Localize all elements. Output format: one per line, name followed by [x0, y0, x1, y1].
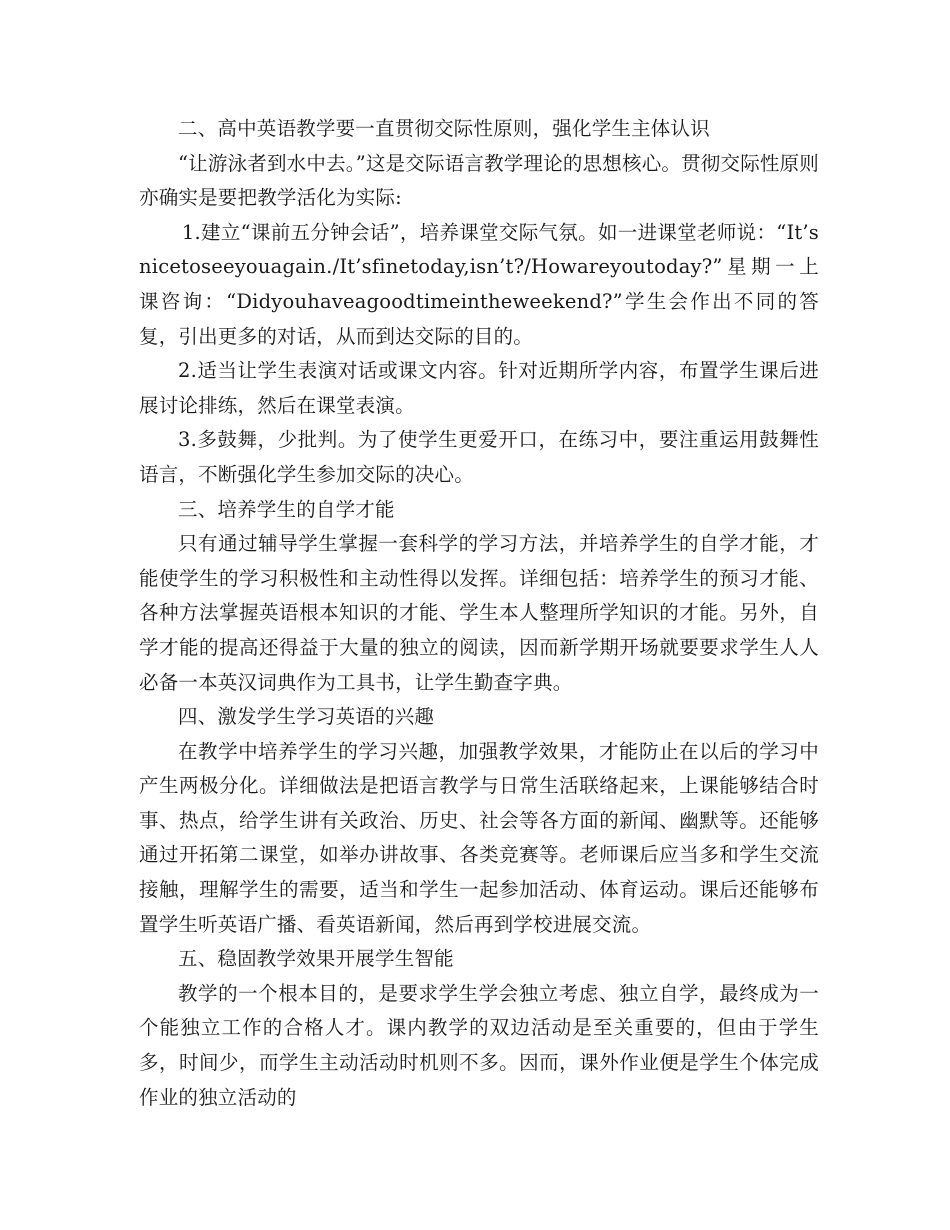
- paragraph-self-study: 只有通过辅导学生掌握一套科学的学习方法，并培养学生的自学才能，才能使学生的学习积极性和主动性得以发挥。详细包括：培养学生的预习才能、各种方法掌握英语根本知识的才能、学生本人整理所学知识的才能。另外，自学才能的提高还得益于大量的独立的阅读，因而新学期开场就要要求学生人人必备一本英汉词典作为工具书，让学生勤查字典。: [139, 532, 819, 694]
- section-heading-2: 二、高中英语教学要一直贯彻交际性原则，强化学生主体认识: [178, 117, 710, 140]
- section-heading-3: 三、培养学生的自学才能: [178, 497, 395, 521]
- list-item-3: 3.多鼓舞，少批判。为了使学生更爱开口，在练习中，要注重运用鼓舞性语言，不断强化学生参加交际的决心。: [139, 428, 819, 486]
- section-heading-4: 四、激发学生学习英语的兴趣: [178, 705, 435, 729]
- paragraph-interest: 在教学中培养学生的学习兴趣，加强教学效果，才能防止在以后的学习中产生两极分化。详细做法是把语言教学与日常生活联络起来，上课能够结合时事、热点，给学生讲有关政治、历史、社会等各方面的新闻、幽默等。还能够通过开拓第二课堂，如举办讲故事、各类竞赛等。老师课后应当多和学生交流接触，理解学生的需要，适当和学生一起参加活动、体育运动。课后还能够布置学生听英语广播、看英语新闻，然后再到学校进展交流。: [139, 739, 819, 936]
- document-body: [139, 112, 819, 1115]
- section-heading-5: 五、稳固教学效果开展学生智能: [178, 947, 454, 971]
- paragraph-communicative-principle: “让游泳者到水中去。”这是交际语言教学理论的思想核心。贯彻交际性原则亦确实是要把教学活化为实际:: [139, 151, 819, 210]
- list-item-1: 1.建立“课前五分钟会话”，培养课堂交际气氛。如一进课堂老师说：“It’snicetoseeyouagain./It’sfinetoday,isn’t?/Howareyoutoday?”星期一上课咨询：“Didyouhaveagoodtimeintheweekend?”学生会作出不同的答复，引出更多的对话，从而到达交际的目的。: [139, 220, 819, 348]
- paragraph-consolidate: 教学的一个根本目的，是要求学生学会独立考虑、独立自学，最终成为一个能独立工作的合格人才。课内教学的双边活动是至关重要的，但由于学生多，时间少，而学生主动活动时机则不多。因而，课外作业便是学生个体完成作业的独立活动的: [139, 981, 819, 1109]
- list-item-2: 2.适当让学生表演对话或课文内容。针对近期所学内容，布置学生课后进展讨论排练，然后在课堂表演。: [139, 359, 819, 417]
